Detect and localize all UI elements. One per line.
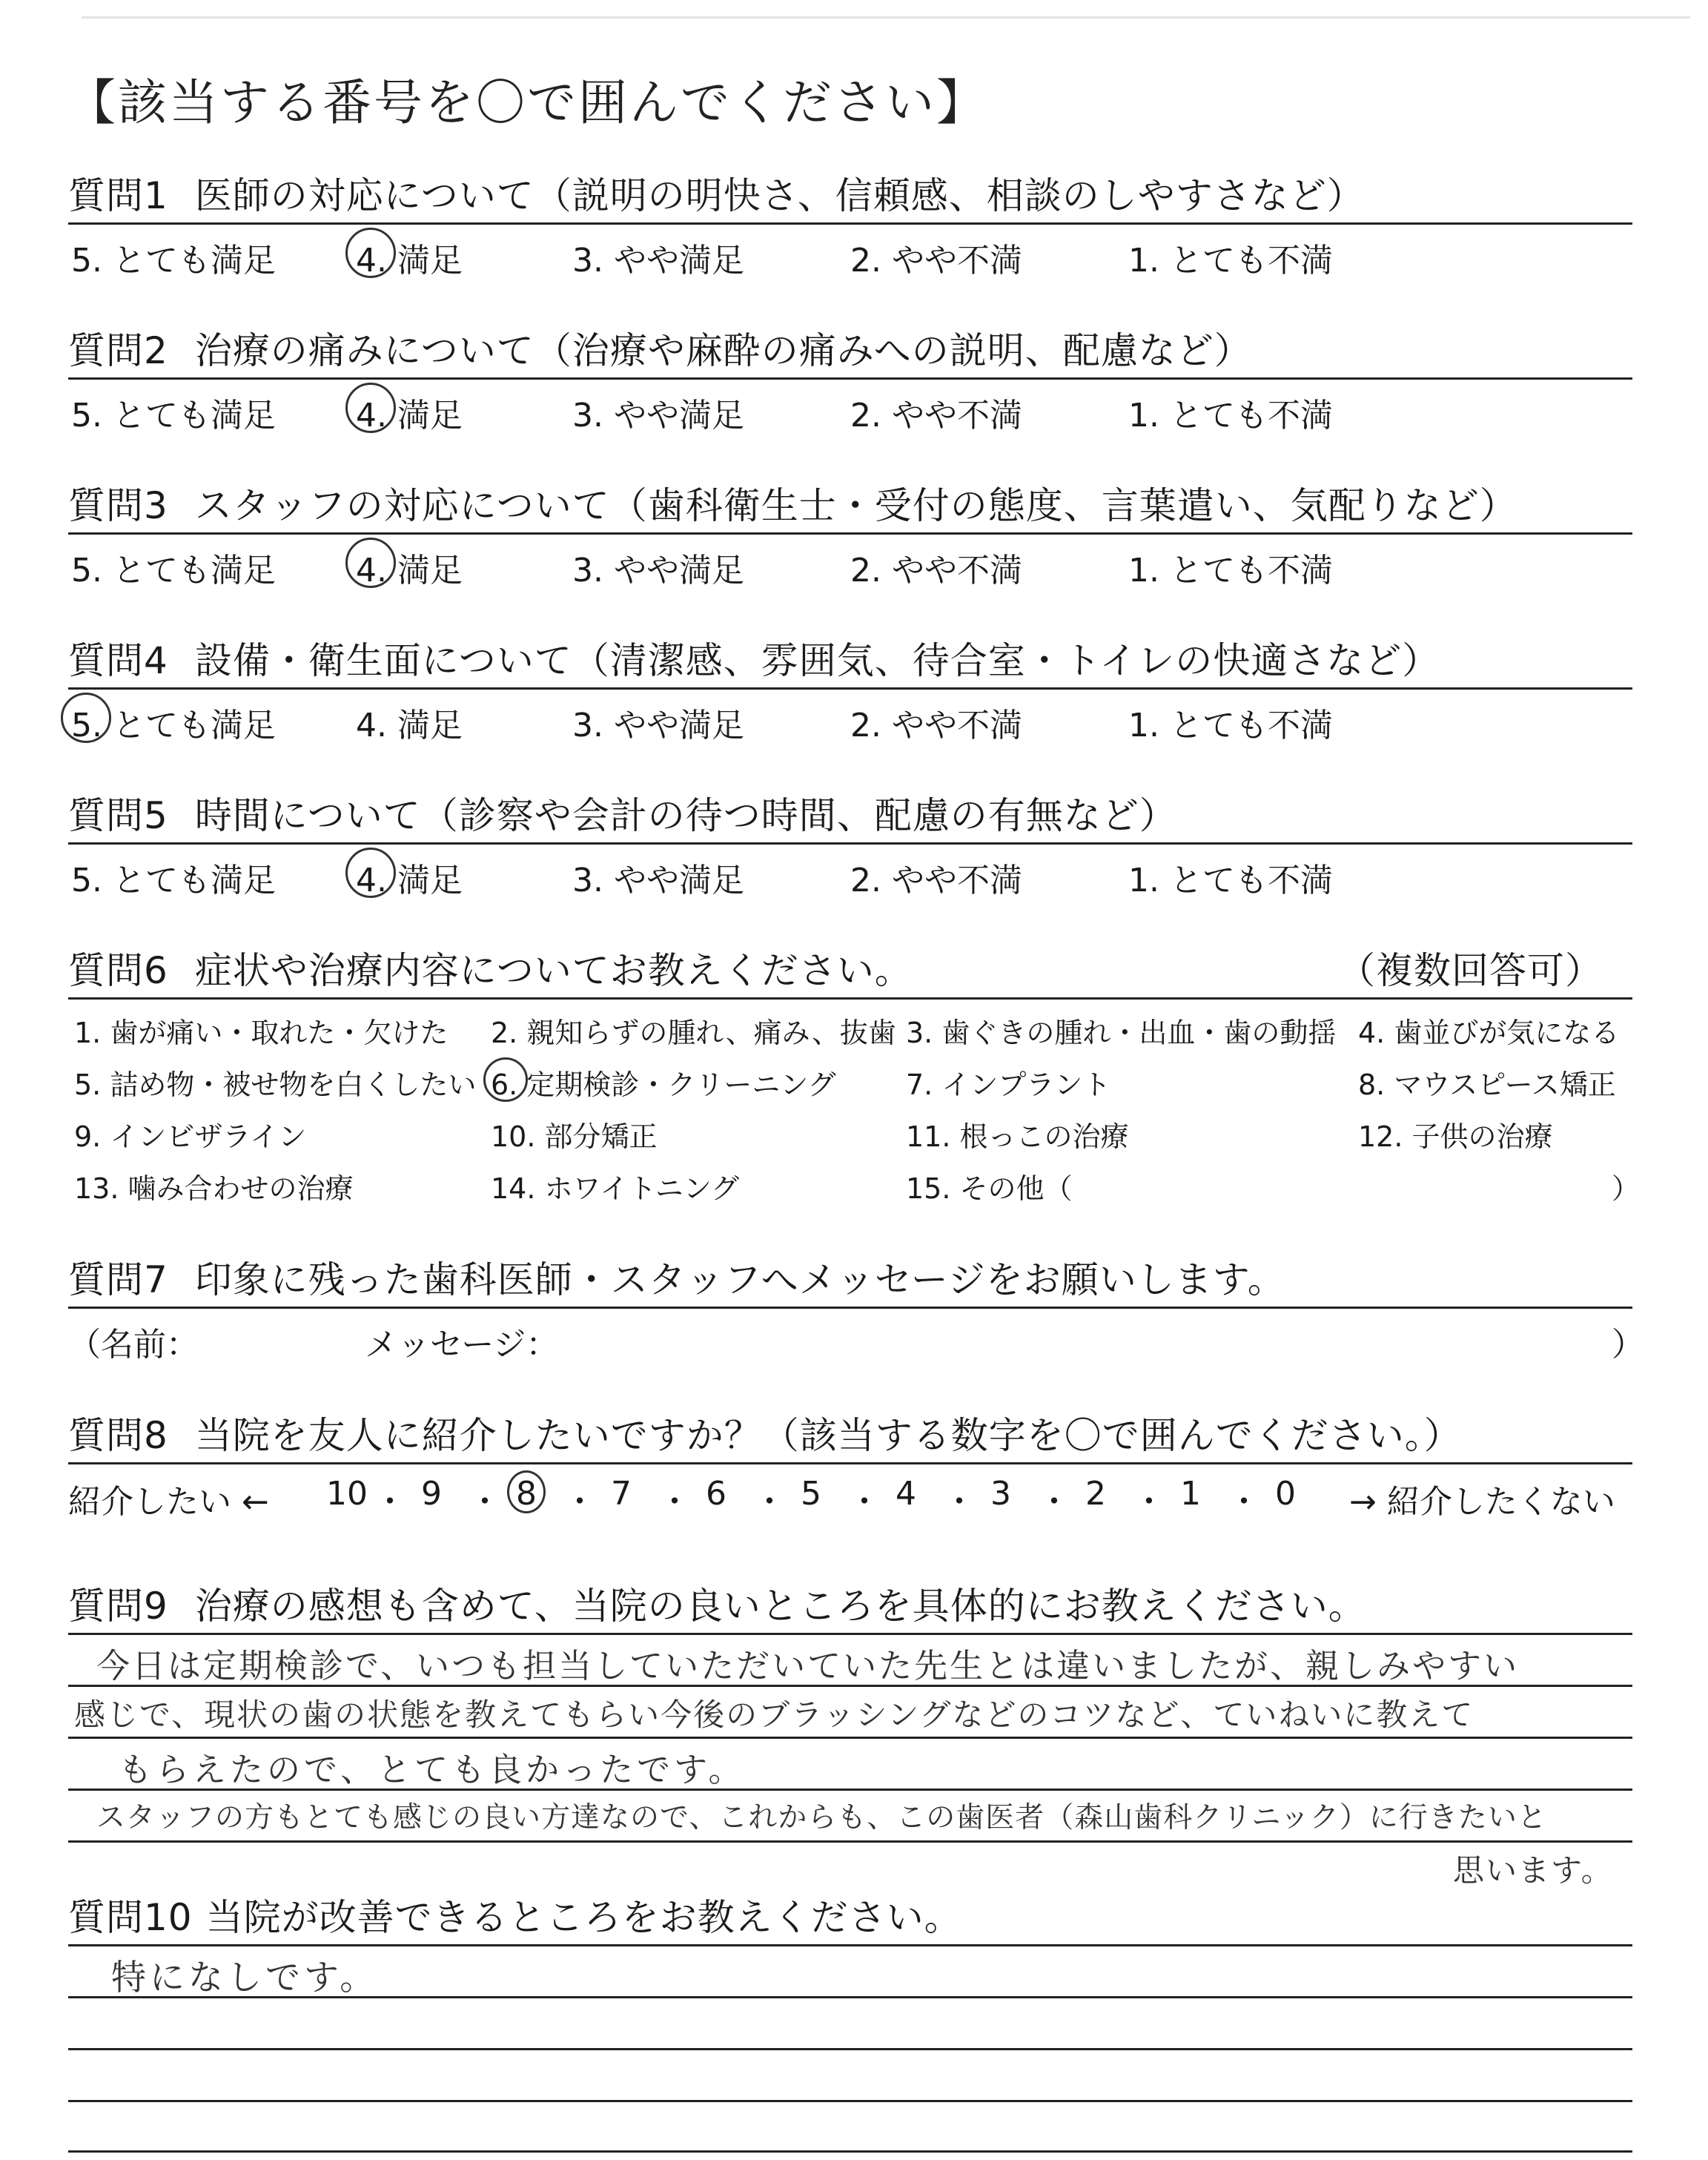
option-3[interactable]: 3. やや満足 (572, 707, 744, 744)
option-4[interactable]: 4. 満足 (356, 544, 463, 591)
question-4 (68, 634, 1632, 742)
question-title: 当院を友人に紹介したいですか？（該当する数字を〇で囲んでください。） (194, 1414, 1462, 1457)
scale-number-9[interactable]: 9 (421, 1475, 442, 1513)
scale-right-label: → 紹介したくない (1349, 1483, 1615, 1521)
symptom-option[interactable]: 8. マウスピース矯正 (1358, 1069, 1616, 1101)
other-close-paren: ） (1612, 1172, 1641, 1205)
scale-separator: ・ (469, 1483, 501, 1521)
question-9 (68, 1579, 1632, 1633)
question-number: 質問9 (68, 1585, 168, 1628)
scale-number-0[interactable]: 0 (1275, 1475, 1296, 1513)
symptom-option[interactable]: 9. インビザライン (74, 1120, 307, 1153)
question-title: 印象に残った歯科医師・スタッフへメッセージをお願いします。 (194, 1258, 1285, 1301)
question-title: 医師の対応について（説明の明快さ、信頼感、相談のしやすさなど） (194, 174, 1365, 217)
option-4[interactable]: 4. 満足 (356, 389, 463, 436)
option-1[interactable]: 1. とても不満 (1128, 552, 1333, 589)
option-5[interactable]: 5. とても満足 (71, 862, 276, 899)
scale-left-label: 紹介したい ← (68, 1483, 269, 1521)
option-5[interactable]: 5. とても満足 (71, 552, 276, 589)
question-number: 質問3 (68, 484, 168, 527)
option-1[interactable]: 1. とても不満 (1128, 242, 1333, 280)
close-paren: ） (1612, 1326, 1644, 1364)
option-1[interactable]: 1. とても不満 (1128, 397, 1333, 435)
question-title: 症状や治療内容についてお教えください。 (194, 949, 913, 992)
scale-separator: ・ (658, 1483, 691, 1521)
symptom-option[interactable]: 6. 定期検診・クリーニング (491, 1062, 836, 1103)
symptom-option[interactable]: 4. 歯並びが気になる (1358, 1017, 1620, 1049)
option-1[interactable]: 1. とても不満 (1128, 862, 1333, 899)
scale-number-8[interactable]: 8 (516, 1475, 537, 1513)
option-5[interactable]: 5. とても満足 (71, 397, 276, 435)
question-5 (68, 789, 1632, 899)
option-5[interactable]: 5. とても満足 (71, 698, 276, 746)
option-5[interactable]: 5. とても満足 (71, 242, 276, 280)
scale-number-2[interactable]: 2 (1085, 1475, 1106, 1513)
question-10 (68, 1891, 1632, 1944)
symptom-option[interactable]: 13. 噛み合わせの治療 (74, 1172, 354, 1205)
symptom-option-other[interactable]: 15. その他（ (906, 1172, 1073, 1205)
option-4[interactable]: 4. 満足 (356, 234, 463, 281)
option-3[interactable]: 3. やや満足 (572, 397, 744, 435)
option-2[interactable]: 2. やや不満 (850, 242, 1022, 280)
answer-line (68, 1633, 1632, 1635)
question-7 (68, 1253, 1644, 1364)
answer-line (68, 1737, 1632, 1739)
symptom-option[interactable]: 7. インプラント (906, 1069, 1111, 1101)
symptom-option[interactable]: 2. 親知らずの腫れ、痛み、抜歯 (491, 1017, 896, 1049)
question-number: 質問7 (68, 1258, 168, 1301)
question-title: 当院が改善できるところをお教えください。 (205, 1896, 962, 1939)
scale-separator: ・ (753, 1483, 786, 1521)
recommend-scale (68, 1464, 1632, 1521)
answer-line (68, 1840, 1632, 1843)
question-3 (68, 479, 1632, 587)
option-1[interactable]: 1. とても不満 (1128, 707, 1333, 744)
scale-number-7[interactable]: 7 (611, 1475, 632, 1513)
answer-line (68, 2100, 1632, 2102)
scale-number-4[interactable]: 4 (896, 1475, 916, 1513)
message-label[interactable]: メッセージ： (365, 1326, 559, 1364)
option-3[interactable]: 3. やや満足 (572, 552, 744, 589)
question-title: 設備・衛生面について（清潔感、雰囲気、待合室・トイレの快適さなど） (194, 639, 1440, 682)
selection-circle (345, 848, 396, 898)
question-2 (68, 324, 1632, 435)
scale-separator: ・ (1038, 1483, 1070, 1521)
option-4[interactable]: 4. 満足 (356, 707, 463, 744)
question-8 (68, 1409, 1632, 1521)
scale-separator: ・ (563, 1483, 596, 1521)
option-2[interactable]: 2. やや不満 (850, 552, 1022, 589)
question-title: スタッフの対応について（歯科衛生士・受付の態度、言葉遣い、気配りなど） (194, 484, 1517, 527)
scale-separator: ・ (943, 1483, 976, 1521)
question-number: 質問1 (68, 174, 168, 217)
scale-number-3[interactable]: 3 (990, 1475, 1011, 1513)
handwritten-answer-line: 感じで、現状の歯の状態を教えてもらい今後のブラッシングなどのコツなど、ていねいに教えて (74, 1697, 1474, 1733)
option-2[interactable]: 2. やや不満 (850, 397, 1022, 435)
question-number: 質問2 (68, 329, 168, 372)
selection-circle (61, 693, 111, 743)
option-2[interactable]: 2. やや不満 (850, 862, 1022, 899)
option-4[interactable]: 4. 満足 (356, 853, 463, 901)
question-number: 質問8 (68, 1414, 168, 1457)
question-title: 治療の感想も含めて、当院の良いところを具体的にお教えください。 (194, 1585, 1366, 1628)
handwritten-answer-line: スタッフの方もとても感じの良い方達なので、これからも、この歯医者（森山歯科クリニック）に行きたいと (96, 1801, 1547, 1834)
scale-number-5[interactable]: 5 (801, 1475, 821, 1513)
question-title: 治療の痛みについて（治療や麻酔の痛みへの説明、配慮など） (194, 329, 1252, 372)
symptom-option[interactable]: 14. ホワイトニング (491, 1172, 740, 1205)
scale-separator: ・ (374, 1483, 406, 1521)
scale-separator: ・ (1133, 1483, 1165, 1521)
multiple-answers-note: （複数回答可） (1338, 949, 1603, 992)
answer-line (68, 1944, 1632, 1946)
question-number: 質問6 (68, 949, 168, 992)
scale-number-6[interactable]: 6 (706, 1475, 726, 1513)
option-3[interactable]: 3. やや満足 (572, 862, 744, 899)
scale-number-1[interactable]: 1 (1180, 1475, 1201, 1513)
selection-circle (345, 538, 396, 588)
symptom-option[interactable]: 12. 子供の治療 (1358, 1120, 1553, 1153)
option-3[interactable]: 3. やや満足 (572, 242, 744, 280)
scale-separator: ・ (848, 1483, 881, 1521)
symptom-option[interactable]: 10. 部分矯正 (491, 1120, 658, 1153)
handwritten-answer-line: 思います。 (1453, 1852, 1614, 1889)
question-title: 時間について（診察や会計の待つ時間、配慮の有無など） (194, 794, 1177, 837)
top-edge (82, 16, 1690, 19)
selection-circle (345, 383, 396, 433)
question-number: 質問5 (68, 794, 168, 837)
symptom-option[interactable]: 1. 歯が痛い・取れた・欠けた (74, 1017, 448, 1049)
handwritten-answer: 特になしです。 (111, 1958, 379, 1998)
question-number: 質問10 (68, 1896, 193, 1939)
handwritten-answer-line: 今日は定期検診で、いつも担当していただいていた先生とは違いましたが、親しみやすい (96, 1646, 1520, 1685)
symptom-option[interactable]: 5. 詰め物・被せ物を白くしたい (74, 1069, 477, 1101)
symptom-option[interactable]: 11. 根っこの治療 (906, 1120, 1129, 1153)
selection-circle (345, 228, 396, 278)
page-title: 【該当する番号を〇で囲んでください】 (67, 74, 987, 131)
scale-number-10[interactable]: 10 (326, 1475, 368, 1513)
symptom-option[interactable]: 3. 歯ぐきの腫れ・出血・歯の動揺 (906, 1017, 1337, 1049)
name-label[interactable]: （名前： (68, 1326, 199, 1364)
question-6 (68, 944, 1641, 1215)
question-number: 質問4 (68, 639, 168, 682)
handwritten-answer-line: もらえたので、とても良かったです。 (119, 1750, 746, 1789)
question-1 (68, 169, 1632, 280)
selection-circle (483, 1057, 528, 1102)
answer-line (68, 2150, 1632, 2153)
answer-line (68, 2048, 1632, 2050)
option-2[interactable]: 2. やや不満 (850, 707, 1022, 744)
scale-separator: ・ (1228, 1483, 1260, 1521)
